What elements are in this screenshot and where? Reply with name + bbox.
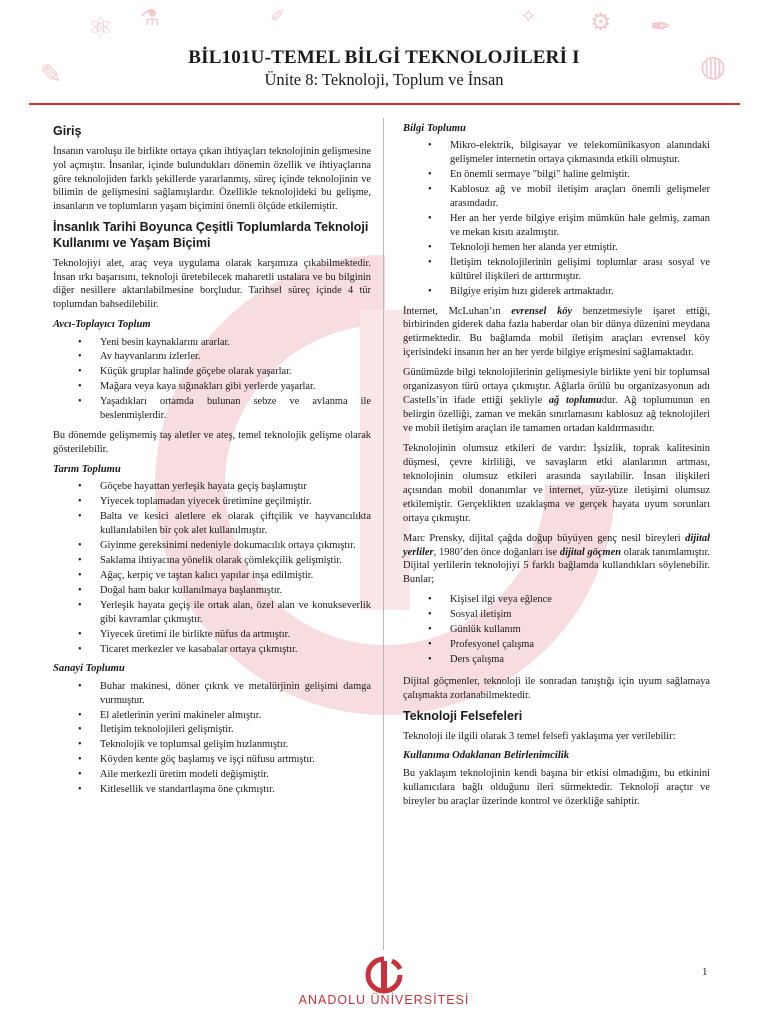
avci-list: [53, 336, 371, 424]
list-item: • Saklama ihtiyacına yönelik olarak çömlekçilik gelişmiştir.: [78, 554, 371, 568]
right-column: [403, 120, 710, 814]
gear-icon: ⚙: [590, 8, 612, 36]
subheading-bilgi: Bilgi Toplumu: [403, 123, 466, 134]
sanayi-list: [53, 680, 371, 798]
document-title: BİL101U-TEMEL BİLGİ TEKNOLOJİLERİ I: [188, 47, 580, 68]
list-item: • Balta ve kesici aletlere ek olarak çiftçilik ve hayvancılıkta kullanılabilen bir çok alet kullanılmıştır.: [78, 510, 371, 538]
list-item: • Buhar makinesi, döner çıkrık ve metalürjinin gelişimi damga vurmuştur.: [78, 680, 371, 708]
star-icon: ✧: [520, 4, 537, 28]
pencil-icon: ✎: [40, 60, 62, 90]
tarim-list: [53, 480, 371, 656]
university-name: ANADOLU ÜNİVERSİTESİ: [298, 993, 470, 1007]
list-item: • Yaşadıkları ortamda bulunan sebze ve avlanma ile beslenmişlerdir.: [78, 395, 371, 423]
list-item: • Bilgiye erişim hızı giderek artmaktadır.: [428, 285, 710, 299]
keyword-ag-toplumu: ağ toplumu: [548, 395, 602, 407]
dijital-gocmen-paragraph: Dijital göçmenler, teknoloji ile sonradan tanıştığı için uyum sağlamaya çalışmakta zorlanabilmektedir.: [403, 676, 710, 701]
bilgi-list: [403, 139, 710, 298]
keyword-dijital-gocmen: dijital göçmen: [559, 546, 621, 558]
atom-icon: ⚛: [88, 11, 114, 44]
subheading-sanayi: Sanayi Toplumu: [53, 663, 125, 675]
list-item: • Teknolojik ve toplumsal gelişim hızlanmıştır.: [78, 738, 371, 752]
ag-toplumu-paragraph: [403, 366, 710, 436]
list-item: • Mikro-elektrik, bilgisayar ve telekomünikasyon alanındaki gelişmeler internetin ortaya çıkmasında etkili olmuştur.: [428, 139, 710, 167]
flask-icon: ⚗: [140, 6, 160, 31]
ruler-icon: ✐: [270, 6, 286, 27]
text-run: benzetmesiyle işaret ettiği, birbirinden giderek daha fazla haberdar olan bir dünya düzenini meydana getirmektedir. Bu bağlamda mobil iletişim araçları evrensel köy içerisindeki insanın her an her yerde bilgiye erişmesini sağlamaktadır.: [403, 305, 710, 359]
list-item: • Sosyal iletişim: [428, 608, 710, 622]
subheading-kullanim: Kullanıma Odaklanan Belirlenimcilik: [403, 750, 569, 762]
keyword-evrensel-koy: evrensel köy: [511, 305, 573, 317]
list-item: • Kablosuz ağ ve mobil iletişim araçları önemli gelişmeler arasındadır.: [428, 183, 710, 211]
prensky-paragraph: [403, 532, 710, 588]
list-item: • Küçük gruplar halinde göçebe olarak yaşarlar.: [78, 365, 371, 379]
list-item: • Günlük kullanım: [428, 623, 710, 637]
document-subtitle: Ünite 8: Teknoloji, Toplum ve İnsan: [264, 70, 504, 89]
list-item: • Av hayvanlarını izlerler.: [78, 350, 371, 364]
list-item: • Yeni besin kaynaklarını ararlar.: [78, 336, 371, 350]
text-run: olarak tanımlamıştır. Dijital yerlilerin teknolojiyi 5 farklı bağlamda kullandıkları söylenebilir. Bunlar;: [403, 546, 710, 586]
evrensel-koy-paragraph: [403, 305, 710, 361]
list-item: • Kitlesellik ve standartlaşma öne çıkmıştır.: [78, 783, 371, 797]
university-logo: [362, 955, 406, 995]
subheading-avci: Avcı-Toplayıcı Toplum: [53, 319, 151, 331]
list-item: • En önemli sermaye "bilgi" haline gelmiştir.: [428, 168, 710, 182]
list-item: • Köyden kente göç başlamış ve işçi nüfusu artmıştır.: [78, 753, 371, 767]
list-item: • Ağaç, kerpiç ve taştan kalıcı yapılar inşa edilmiştir.: [78, 569, 371, 583]
list-item: • Teknoloji hemen her alanda yer etmiştir.: [428, 241, 710, 255]
page-number: 1: [702, 966, 708, 978]
dijital-list: [403, 593, 710, 667]
column-divider: [383, 118, 384, 950]
subheading-tarim: Tarım Toplumu: [53, 464, 121, 475]
text-run: dur. Ağ toplumunun en belirgin özelliği, zaman ve mekân sınırlamasını kablosuz ağ teknolojileri ve mobil iletişim araçları ile tamamen ortadan kaldırmasıdır.: [403, 395, 710, 434]
olumsuz-etkiler-paragraph: Teknolojinin olumsuz etkileri de vardır: İşsizlik, toprak kalitesinin düşmesi, çevre kirliliği, ve savaşların etki alanlarının artması, teknolojinin olumsuz etkileri arasında sayılabilir. İnsan ilişkileri açısından mobil donanımlar ve internet, yüz-yüze iletişimi olumsuz etkilemiştir. Gerçeklikten uzaklaşma ve gerçek hayata uyum sorunları ortaya çıkmıştır.: [403, 442, 710, 524]
left-column: [53, 120, 371, 803]
keyword-dijital-yerliler: dijital yerliler: [403, 532, 710, 558]
felsefe-paragraph: Teknoloji ile ilgili olarak 3 temel felsefi yaklaşıma yer verilebilir:: [403, 730, 676, 742]
giris-paragraph: İnsanın varoluşu ile birlikte ortaya çıkan ihtiyaçları teknolojinin gelişmesine yol açmıştır. İnsanlar, içinde bulundukları dönemin özellik ve ihtiyaçlarına göre teknolojiden farklı şekillerde yararlanmış, süreç içinde teknolojinin ve bilimin de gelişmesini sağlamışlardır. Özellikle teknolojideki bu gelişme, insanların ve toplumların yaşam biçimini önemli ölçüde etkilemiştir.: [53, 145, 371, 213]
section-heading-giris: Giriş: [53, 124, 82, 138]
list-item: • İletişim teknolojileri gelişmiştir.: [78, 723, 371, 737]
list-item: • Aile merkezli üretim modeli değişmiştir.: [78, 768, 371, 782]
text-run: İnternet, McLuhan’ın: [403, 305, 512, 317]
list-item: • Profesyonel çalışma: [428, 638, 710, 652]
globe-icon: ◍: [700, 49, 727, 84]
list-item: • Ticaret merkezler ve kasabalar ortaya çıkmıştır.: [78, 643, 371, 657]
list-item: • Ders çalışma: [428, 653, 710, 667]
avci-after-paragraph: Bu dönemde gelişmemiş taş aletler ve ateş, temel teknolojik gelişme olarak gösterilebilir.: [53, 430, 371, 456]
list-item: • Göçebe hayattan yerleşik hayata geçiş başlamıştır: [78, 480, 371, 494]
list-item: • Yerleşik hayata geçiş ile ortak alan, özel alan ve konukseverlik gibi kavramlar çıkmıştır.: [78, 599, 371, 627]
list-item: • Yiyecek üretimi ile birlikte nüfus da artmıştır.: [78, 628, 371, 642]
list-item: • Mağara veya kaya sığınakları gibi yerlerde yaşarlar.: [78, 380, 371, 394]
list-item: • Kişisel ilgi veya eğlence: [428, 593, 710, 607]
kullanim-paragraph: Bu yaklaşım teknolojinin kendi başına bir etkisi olmadığını, bu etkinini kullanıcılara bağlı olduğunu ileri sürmektedir. Teknoloji araçtır ve bireyler bu araçlar üzerinde kontrol ve özerkliğe sahiptir.: [403, 767, 710, 807]
list-item: • Yiyecek toplamadan yiyecek üretimine geçilmiştir.: [78, 495, 371, 509]
tarih-paragraph: Teknolojiyi alet, araç veya uygulama olarak karşımıza çıkabilmektedir. İnsan ırkı başarısını, teknoloji üretebilecek maharetli ustalara ve bu bilginin diğer nesillere aktarılabilmesine borçludur. Tarihsel süreç içinde 4 tür toplumdan bahsedilebilir.: [53, 257, 371, 311]
list-item: • Doğal ham bakır kullanılmaya başlanmıştır.: [78, 584, 371, 598]
text-run: , 1980’den önce doğanları ise: [433, 546, 560, 558]
list-item: • El aletlerinin yerini makineler almıştır.: [78, 709, 371, 723]
pen-icon: ✒: [650, 12, 672, 42]
header-rule: [29, 103, 740, 105]
section-heading-tarih: İnsanlık Tarihi Boyunca Çeşitli Toplumlarda Teknoloji Kullanımı ve Yaşam Biçimi: [53, 220, 369, 250]
list-item: • Her an her yerde bilgiye erişim mümkün hale gelmiş, zaman ve mekan kısıtı azalmıştır.: [428, 212, 710, 240]
list-item: • İletişim teknolojilerinin gelişimi toplumlar arası sosyal ve kültürel ilişkileri de arttırmıştır.: [428, 256, 710, 284]
section-heading-felsefe: Teknoloji Felsefeleri: [403, 708, 523, 723]
text-run: Günümüzde bilgi teknolojilerinin gelişmesiyle birlikte yeni bir toplumsal organizasyon türü ortaya çıkmıştır. Ağlarla örülü bu organizasyonun adı Castells’in ifade ettiği şekliyle: [403, 367, 710, 407]
text-run: Marc Prensky, dijital çağda doğup büyüyen genç nesil bireyleri: [403, 532, 686, 544]
list-item: • Giyinme gereksinimi nedeniyle dokumacılık ortaya çıkmıştır.: [78, 539, 371, 553]
